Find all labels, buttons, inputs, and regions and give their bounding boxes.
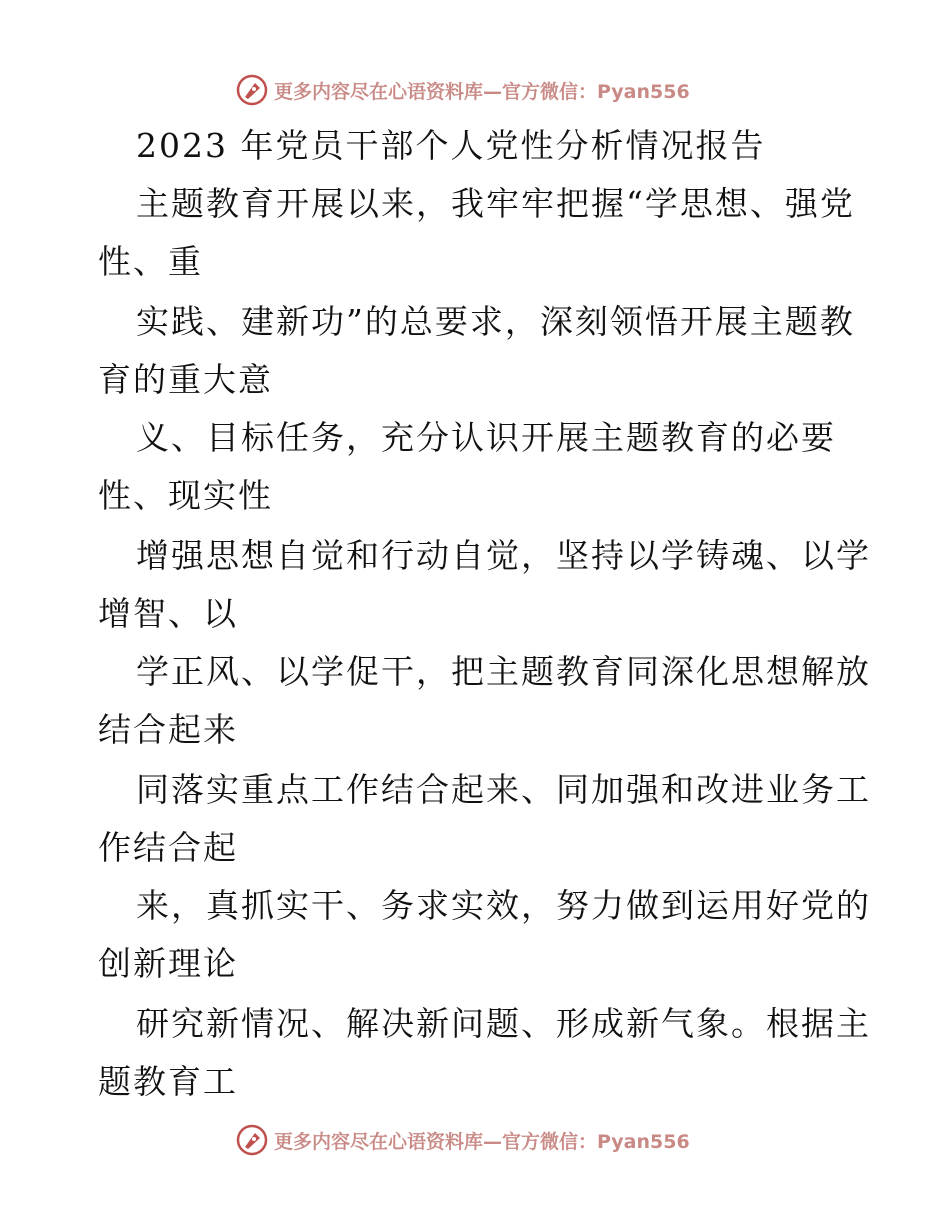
paragraph-line: 同落实重点工作结合起来、同加强和改进业务工 — [136, 770, 871, 809]
paragraph-line: 创新理论 — [98, 944, 238, 983]
paragraph-line: 来，真抓实干、务求实效，努力做到运用好党的 — [136, 886, 871, 925]
footer-watermark-text: 更多内容尽在心语资料库—官方微信：Pyan556 — [274, 1130, 690, 1153]
paragraph-line: 主题教育开展以来，我牢牢把握“学思想、强党 — [136, 184, 855, 223]
page-footer-watermark — [236, 1122, 690, 1158]
document-title: 2023 年党员干部个人党性分析情况报告 — [136, 126, 766, 165]
paragraph-line: 研究新情况、解决新问题、形成新气象。根据主 — [136, 1004, 871, 1043]
page-header-watermark — [236, 72, 690, 108]
paragraph-line: 性、现实性 — [98, 476, 273, 515]
paragraph-line: 性、重 — [98, 242, 203, 281]
paragraph-line: 作结合起 — [98, 828, 238, 867]
paragraph-line: 学正风、以学促干，把主题教育同深化思想解放 — [136, 652, 871, 691]
paragraph-line: 增强思想自觉和行动自觉，坚持以学铸魂、以学 — [136, 536, 871, 575]
paragraph-line: 增智、以 — [98, 594, 238, 633]
pen-nib-logo-icon — [236, 1124, 268, 1156]
paragraph-line: 题教育工 — [98, 1062, 238, 1101]
pen-nib-logo-icon — [236, 74, 268, 106]
header-watermark-text: 更多内容尽在心语资料库—官方微信：Pyan556 — [274, 80, 690, 103]
paragraph-line: 义、目标任务，充分认识开展主题教育的必要 — [136, 418, 836, 457]
paragraph-line: 结合起来 — [98, 710, 238, 749]
paragraph-line: 育的重大意 — [98, 360, 273, 399]
paragraph-line: 实践、建新功”的总要求，深刻领悟开展主题教 — [136, 302, 855, 341]
